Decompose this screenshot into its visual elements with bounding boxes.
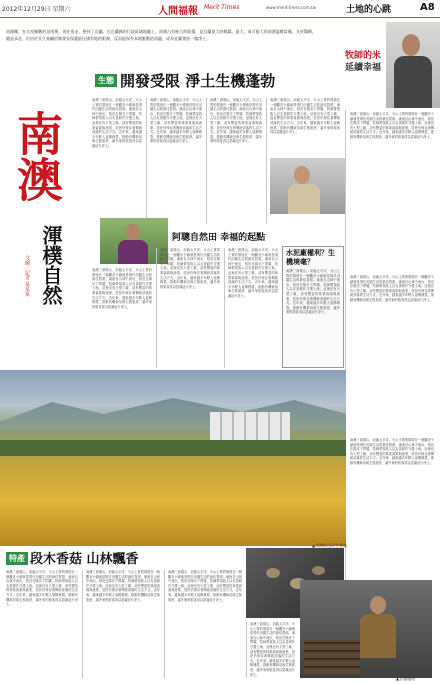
subhead-title: 水泥廠權利？生機境毫？ xyxy=(286,249,335,266)
vertical-title-sub: 渾樸自然 xyxy=(39,225,63,305)
body-text-col2: 南澳三面環山，前臨太平洋，火山土質的環境在一個觀音小鎮就是現代田園生活的最佳寫照。溪流自山林中流出，稻田在陽光下閃耀，牧師帶領族人以友善耕作守護土地。這裡沒有大型工廠，卻有豐富的林業資源與漁業，居民仍保存著傳統部落的生活方式。近年來，越來越多年輕人返鄉務農，推動有機栽培與生態旅遊，讓外來的旅客得以認識這片淨土。 xyxy=(150,98,202,144)
column-rule xyxy=(82,570,83,678)
flower-field-photo xyxy=(0,370,346,546)
photo1-caption: 阿聰自然田 幸福的起點 xyxy=(172,233,266,243)
mushroom-1 xyxy=(266,568,280,578)
column-rule xyxy=(156,248,157,368)
header-page: A8 xyxy=(420,2,435,13)
body-text-col10: 南澳三面環山，前臨太平洋，火山土質的環境在一個觀音小鎮就是現代田園生活的最佳寫照。溪流自山林中流出，稻田在陽光下閃耀，牧師帶領族人以友善耕作守護土地。這裡沒有大型工廠，卻有豐富的林業資源與漁業，居民仍保存著傳統部落的生活方式。近年來，越來越多年輕人返鄉務農，推動有機栽培與生態旅遊，讓外來的旅客得以認識這片淨土。 xyxy=(168,570,242,602)
photo-woman xyxy=(270,158,345,214)
portrait-caption-sub: 延續幸福 xyxy=(345,63,382,73)
body-text-col6: 南澳三面環山，前臨太平洋，火山土質的環境在一個觀音小鎮就是現代田園生活的最佳寫照。溪流自山林中流出，稻田在陽光下閃耀，牧師帶領族人以友善耕作守護土地。這裡沒有大型工廠，卻有豐富的林業資源與漁業，居民仍保存著傳統部落的生活方式。近年來，越來越多年輕人返鄉務農，推動有機栽培與生態旅遊，讓外來的旅客得以認識這片淨土。 xyxy=(160,248,220,289)
column-rule xyxy=(164,570,165,678)
subhead-text: 南澳三面環山，前臨太平洋，火山土質的環境在一個觀音小鎮就是現代田園生活的最佳寫照。溪流自山林中流出，稻田在陽光下閃耀，牧師帶領族人以友善耕作守護土地。這裡沒有大型工廠，卻有豐富的林業資源與漁業，居民仍保存著傳統部落的生活方式。近年來，越來越多年輕人返鄉務農，推動有機栽培與生態旅遊，讓外來的旅客得以認識這片淨土。 xyxy=(286,269,340,315)
header-date: 2012年12月29日 星期六 xyxy=(2,6,71,13)
column-rule xyxy=(206,98,207,224)
column-rule xyxy=(224,248,225,368)
column-rule xyxy=(246,622,247,678)
worker-photo xyxy=(300,580,432,678)
elder-body xyxy=(118,240,148,264)
worker-head xyxy=(370,596,386,614)
header-bar xyxy=(0,0,440,16)
headline2-title: 段木香菇 山林飄香 xyxy=(30,552,139,567)
body-text-col11: 南澳三面環山，前臨太平洋，火山土質的環境在一個觀音小鎮就是現代田園生活的最佳寫照。溪流自山林中流出，稻田在陽光下閃耀，牧師帶領族人以友善耕作守護土地。這裡沒有大型工廠，卻有豐富的林業資源與漁業，居民仍保存著傳統部落的生活方式。近年來，越來越多年輕人返鄉務農，推動有機栽培與生態旅遊，讓外來的旅客得以認識這片淨土。 xyxy=(250,622,295,677)
worker-caption: ▲雲覆處理 xyxy=(396,676,416,681)
headline1-title: 開發受限 淨土生機蓬勃 xyxy=(120,72,276,90)
log-pile xyxy=(304,640,360,674)
body-text-col7: 南澳三面環山，前臨太平洋，火山土質的環境在一個觀音小鎮就是現代田園生活的最佳寫照。溪流自山林中流出，稻田在陽光下閃耀，牧師帶領族人以友善耕作守護土地。這裡沒有大型工廠，卻有豐富的林業資源與漁業，居民仍保存著傳統部落的生活方式。近年來，越來越多年輕人返鄉務農，推動有機栽培與生態旅遊，讓外來的旅客得以認識這片淨土。 xyxy=(228,248,278,298)
column-rule xyxy=(266,98,267,224)
subhead-box xyxy=(282,246,344,368)
portrait-caption-title: 牧師的米 xyxy=(345,51,382,61)
tree-line xyxy=(0,440,346,456)
woman-head xyxy=(294,166,310,184)
sidebar-text-2: 南澳三面環山，前臨太平洋，火山土質的環境在一個觀音小鎮就是現代田園生活的最佳寫照。溪流自山林中流出，稻田在陽光下閃耀，牧師帶領族人以友善耕作守護土地。這裡沒有大型工廠，卻有豐富的林業資源與漁業，居民仍保存著傳統部落的生活方式。近年來，越來越多年輕人返鄉務農，推動有機栽培與生態旅遊，讓外來的旅客得以認識這片淨土。 xyxy=(350,275,434,302)
portrait-head xyxy=(402,34,420,56)
intro-text: 南澳鄉，在衣室擁數的是南澳、再往南走，便到了宜蘭。在宜蘭縣的行政區域地圖上，南澳占有極大的面積，是宜蘭最大的鄉鎮。最大，或可能大的南澳溫暖富饒，支於醫療，隨是承必，但由於長久來鹹於無發長保護最佳國有地的限制，反而能保有本地脈動的清麗，成為宜蘭發展一塊淨土。 xyxy=(6,29,316,41)
column-rule xyxy=(146,98,147,224)
body-text-col9: 南澳三面環山，前臨太平洋，火山土質的環境在一個觀音小鎮就是現代田園生活的最佳寫照。溪流自山林中流出，稻田在陽光下閃耀，牧師帶領族人以友善耕作守護土地。這裡沒有大型工廠，卻有豐富的林業資源與漁業，居民仍保存著傳統部落的生活方式。近年來，越來越多年輕人返鄉務農，推動有機栽培與生態旅遊，讓外來的旅客得以認識這片淨土。 xyxy=(86,570,160,602)
body-text-col5: 南澳三面環山，前臨太平洋，火山土質的環境在一個觀音小鎮就是現代田園生活的最佳寫照。溪流自山林中流出，稻田在陽光下閃耀，牧師帶領族人以友善耕作守護土地。這裡沒有大型工廠，卻有豐富的林業資源與漁業，居民仍保存著傳統部落的生活方式。近年來，越來越多年輕人返鄉務農，推動有機栽培與生態旅遊，讓外來的旅客得以認識這片淨土。 xyxy=(92,268,152,309)
body-text-col4: 南澳三面環山，前臨太平洋，火山土質的環境在一個觀音小鎮就是現代田園生活的最佳寫照。溪流自山林中流出，稻田在陽光下閃耀，牧師帶領族人以友善耕作守護土地。這裡沒有大型工廠，卻有豐富的林業資源與漁業，居民仍保存著傳統部落的生活方式。近年來，越來越多年輕人返鄉務農，推動有機栽培與生態旅遊，讓外來的旅客得以認識這片淨土。 xyxy=(270,98,340,135)
header-section: 土地的心跳 xyxy=(346,5,392,15)
header-site: www.merit-times.com.tw xyxy=(266,5,316,10)
header-logo: 人間福報 xyxy=(158,6,198,17)
photo-elder-man xyxy=(100,218,168,264)
mushroom-caption: ▲南澳原住民生香菇 xyxy=(312,543,348,548)
sidebar-text-3: 南澳三面環山，前臨太平洋，火山土質的環境在一個觀音小鎮就是現代田園生活的最佳寫照。溪流自山林中流出，稻田在陽光下閃耀，牧師帶領族人以友善耕作守護土地。這裡沒有大型工廠，卻有豐富的林業資源與漁業，居民仍保存著傳統部落的生活方式。近年來，越來越多年輕人返鄉務農，推動有機栽培與生態旅遊，讓外來的旅客得以認識這片淨土。 xyxy=(350,438,434,465)
mushroom-3 xyxy=(312,566,325,575)
headline2-tag: 特產 xyxy=(6,552,28,565)
header-rule xyxy=(0,17,440,18)
elder-head xyxy=(126,224,140,240)
portrait-photo xyxy=(386,22,440,108)
body-text-col3: 南澳三面環山，前臨太平洋，火山土質的環境在一個觀音小鎮就是現代田園生活的最佳寫照。溪流自山林中流出，稻田在陽光下閃耀，牧師帶領族人以友善耕作守護土地。這裡沒有大型工廠，卻有豐富的林業資源與漁業，居民仍保存著傳統部落的生活方式。近年來，越來越多年輕人返鄉務農，推動有機栽培與生態旅遊，讓外來的旅客得以認識這片淨土。 xyxy=(210,98,262,144)
sidebar-text-1: 南澳三面環山，前臨太平洋，火山土質的環境在一個觀音小鎮就是現代田園生活的最佳寫照。溪流自山林中流出，稻田在陽光下閃耀，牧師帶領族人以友善耕作守護土地。這裡沒有大型工廠，卻有豐富的林業資源與漁業，居民仍保存著傳統部落的生活方式。近年來，越來越多年輕人返鄉務農，推動有機栽培與生態旅遊，讓外來的旅客得以認識這片淨土。 xyxy=(350,112,434,139)
portrait-body xyxy=(394,56,432,108)
header-logo-sub: Merit Times xyxy=(204,4,240,11)
body-text-col1: 南澳三面環山，前臨太平洋，火山土質的環境在一個觀音小鎮就是現代田園生活的最佳寫照。溪流自山林中流出，稻田在陽光下閃耀，牧師帶領族人以友善耕作守護土地。這裡沒有大型工廠，卻有豐富的林業資源與漁業，居民仍保存著傳統部落的生活方式。近年來，越來越多年輕人返鄉務農，推動有機栽培與生態旅遊，讓外來的旅客得以認識這片淨土。 xyxy=(92,98,142,148)
vertical-title-byline: 文圖／記者 某某某 xyxy=(24,255,30,297)
mountain-shape xyxy=(0,390,346,430)
worker-body xyxy=(360,614,396,658)
vertical-title-big: 南澳 xyxy=(10,110,64,202)
vertical-title-main xyxy=(10,110,70,202)
silo-tanks xyxy=(210,412,290,442)
body-text-col8: 南澳三面環山，前臨太平洋，火山土質的環境在一個觀音小鎮就是現代田園生活的最佳寫照。溪流自山林中流出，稻田在陽光下閃耀，牧師帶領族人以友善耕作守護土地。這裡沒有大型工廠，卻有豐富的林業資源與漁業，居民仍保存著傳統部落的生活方式。近年來，越來越多年輕人返鄉務農，推動有機栽培與生態旅遊，讓外來的旅客得以認識這片淨土。 xyxy=(6,570,78,607)
headline1-tag: 生態 xyxy=(95,74,117,87)
woman-body xyxy=(288,184,320,214)
